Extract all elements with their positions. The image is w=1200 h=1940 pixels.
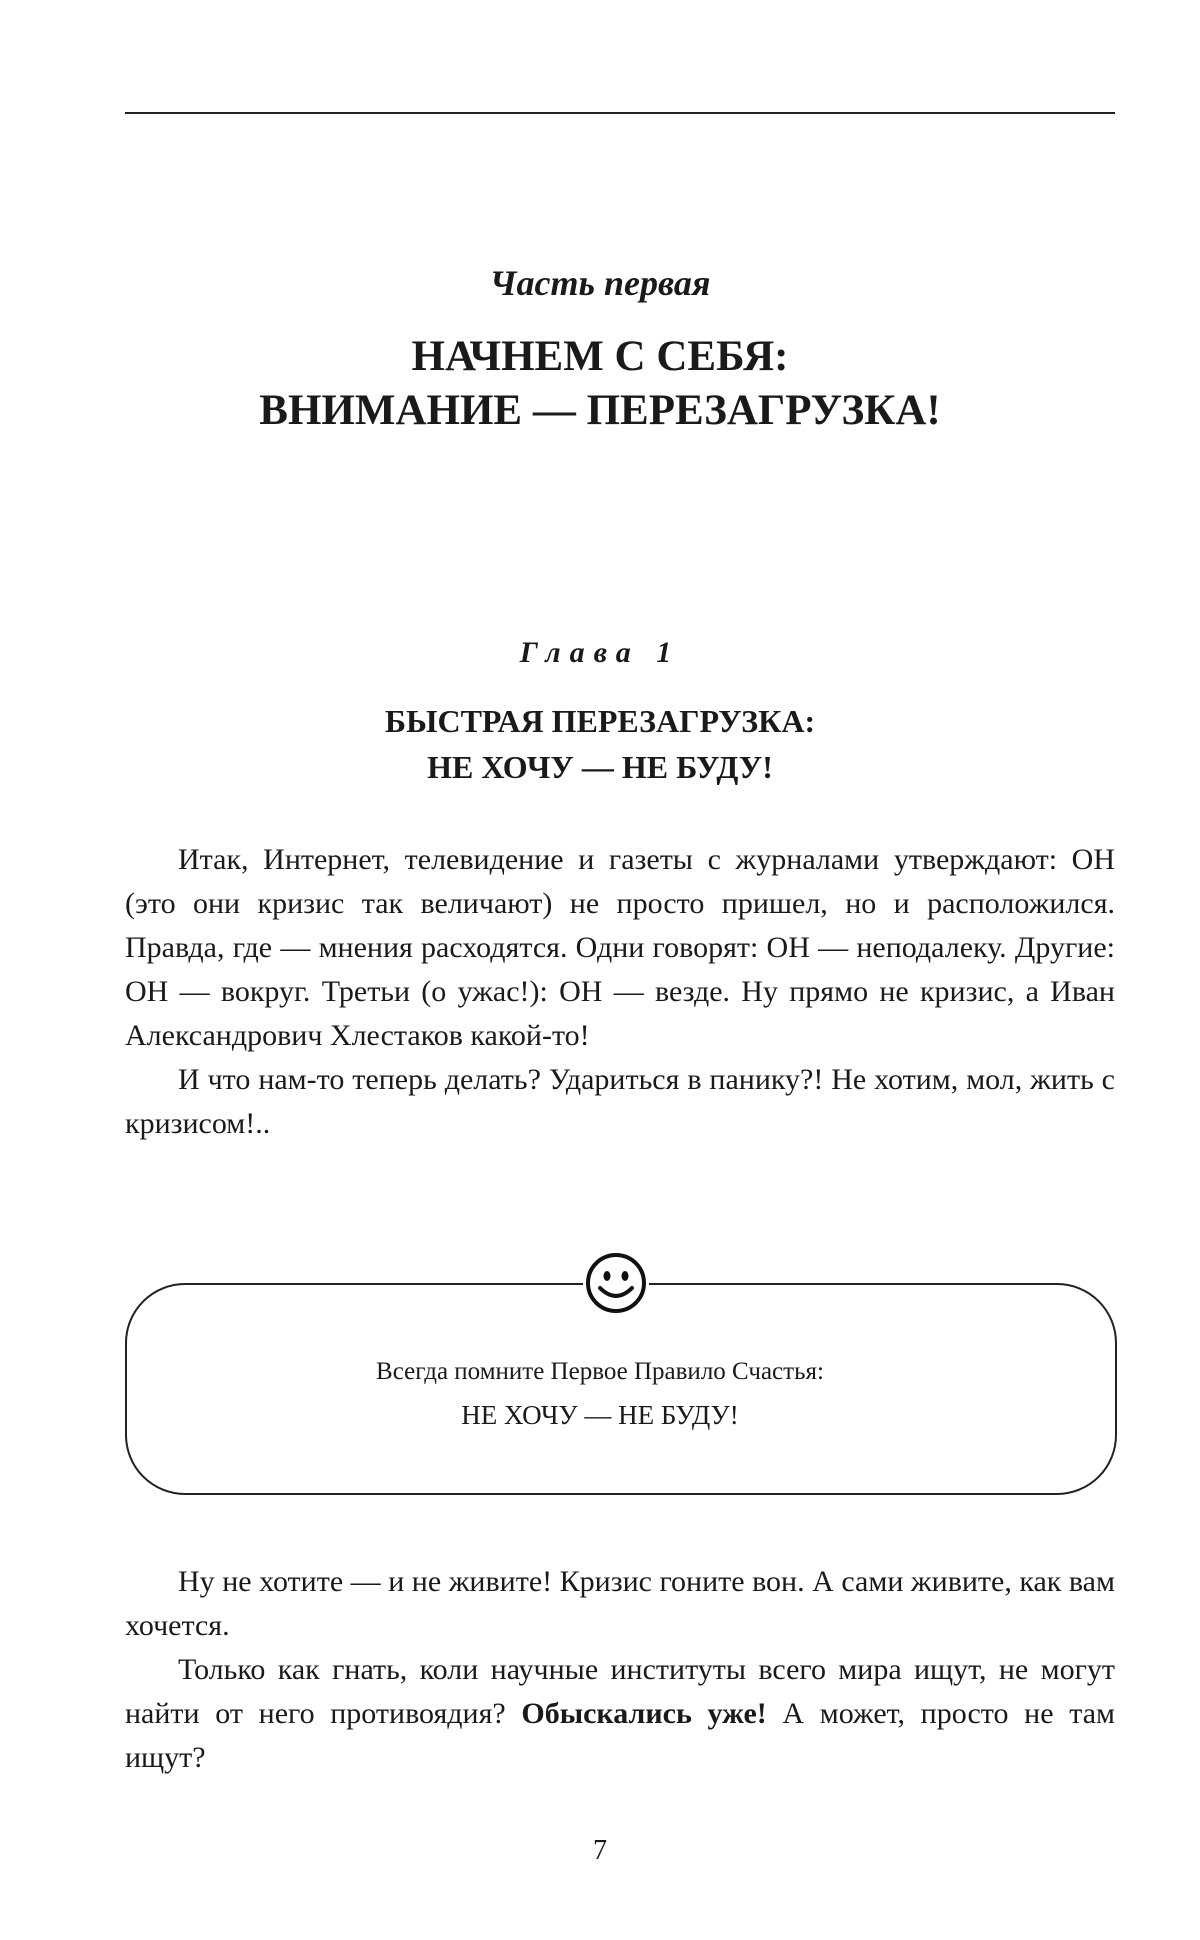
chapter-title (0, 698, 1200, 790)
smiley-icon (583, 1250, 649, 1316)
page-number: 7 (593, 1835, 607, 1866)
part-title-line-1: НАЧНЕМ С СЕБЯ: (411, 333, 789, 380)
body-text-intro (125, 838, 1115, 1146)
chapter-title-line-2: НЕ ХОЧУ — НЕ БУДУ! (427, 749, 773, 785)
emphasis-text: Обыскались уже! (521, 1697, 767, 1730)
paragraph-text-end: А может, просто не там ищут? (125, 1697, 1115, 1774)
rule-motto: НЕ ХОЧУ — НЕ БУДУ! (461, 1400, 739, 1430)
paragraph: И что нам-то теперь делать? Удариться в панику?! Не хотим, мол, жить с кризисом!.. (125, 1063, 1115, 1140)
part-title (0, 330, 1200, 438)
chapter-label: Глава 1 (519, 636, 681, 669)
part-label: Часть первая (489, 263, 711, 303)
paragraph: Ну не хотите — и не живите! Кризис гоните вон. А сами живите, как вам хочется. (125, 1565, 1115, 1642)
header-rule (125, 112, 1115, 114)
body-text-continued (125, 1560, 1115, 1780)
part-title-line-2: ВНИМАНИЕ — ПЕРЕЗАГРУЗКА! (259, 387, 941, 434)
rule-text: Всегда помните Первое Правило Счастья: (376, 1358, 824, 1385)
paragraph: Итак, Интернет, телевидение и газеты с журналами утверждают: ОН (это они кризис так величают) не просто пришел, но и расположился. Правда, где — мнения расходятся. Одни говорят: ОН — неподалеку. Другие: ОН — вокруг. Третьи (о ужас!): ОН — везде. Ну прямо не кризис, а Иван Александрович Хлестаков какой-то! (125, 843, 1115, 1052)
paragraph-text: Только как гнать, коли научные институты всего мира ищут, не могут найти от него противоядия? (125, 1653, 1115, 1730)
paragraph (125, 1648, 1115, 1780)
chapter-title-line-1: БЫСТРАЯ ПЕРЕЗАГРУЗКА: (384, 703, 816, 739)
